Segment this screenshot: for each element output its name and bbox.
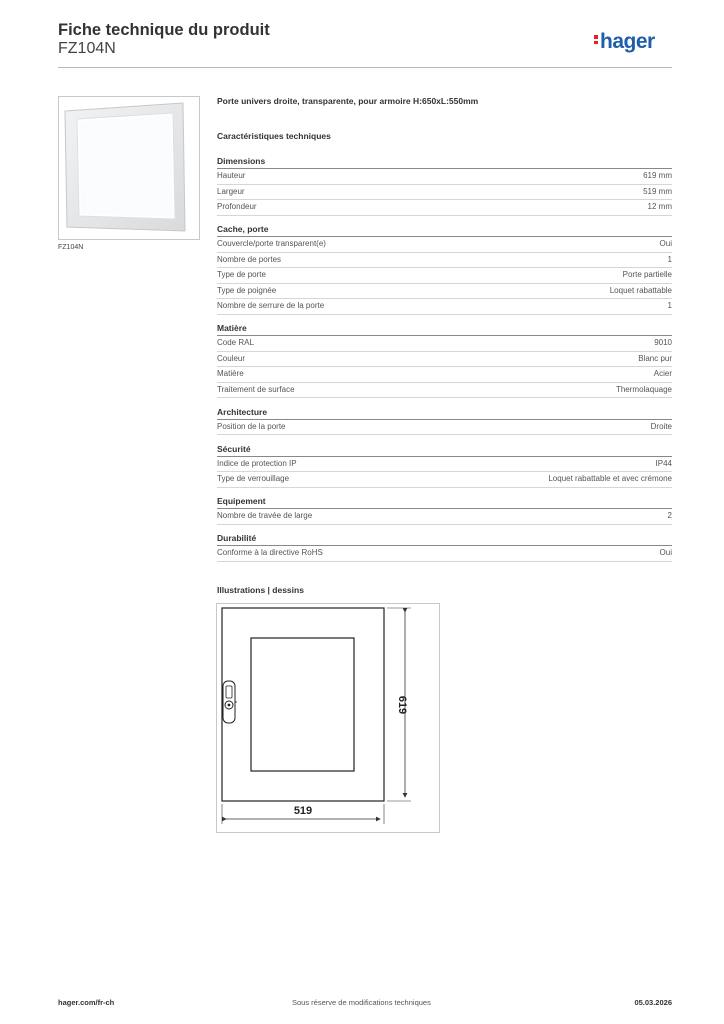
spec-row xyxy=(217,457,672,473)
hager-logo xyxy=(594,30,655,54)
logo-text: hager xyxy=(600,30,655,53)
spec-value: 12 mm xyxy=(647,202,672,211)
spec-row xyxy=(217,268,672,284)
product-reference: FZ104N xyxy=(58,40,116,57)
footer-date: 05.03.2026 xyxy=(634,998,672,1007)
section-title: Architecture xyxy=(217,407,672,420)
footer-note: Sous réserve de modifications techniques xyxy=(292,998,431,1007)
spec-value: Thermolaquage xyxy=(615,384,672,394)
spec-label: Type de verrouillage xyxy=(217,474,290,483)
spec-label: Hauteur xyxy=(217,171,246,180)
spec-label: Nombre de travée de large xyxy=(217,511,313,520)
spec-row xyxy=(217,336,672,352)
spec-row xyxy=(217,299,672,315)
spec-row xyxy=(217,200,672,216)
spec-label: Profondeur xyxy=(217,202,257,211)
section-title: Cache, porte xyxy=(217,224,672,237)
height-dimension-label: 619 xyxy=(396,695,408,715)
footer-website-link[interactable]: hager.com/fr-ch xyxy=(58,998,115,1007)
spec-value: 619 mm xyxy=(643,171,672,180)
spec-value: 9010 xyxy=(654,338,672,347)
spec-value: Porte partielle xyxy=(622,270,672,279)
door-dimension-drawing xyxy=(217,604,439,832)
spec-value: Loquet rabattable xyxy=(609,285,672,295)
section-title: Matière xyxy=(217,323,672,336)
spec-value: Oui xyxy=(659,239,672,248)
spec-label: Largeur xyxy=(217,186,245,196)
spec-value: Droite xyxy=(650,421,672,431)
spec-section xyxy=(217,496,672,525)
handle-icon xyxy=(223,681,237,723)
spec-row xyxy=(217,237,672,253)
spec-row xyxy=(217,185,672,201)
spec-label: Conforme à la directive RoHS xyxy=(217,548,323,557)
technical-drawing xyxy=(216,603,440,833)
header-divider xyxy=(58,67,672,68)
illustrations-heading: Illustrations | dessins xyxy=(217,585,304,595)
spec-section xyxy=(217,156,672,216)
product-image xyxy=(58,96,200,240)
section-title: Sécurité xyxy=(217,444,672,457)
spec-row xyxy=(217,169,672,185)
spec-row xyxy=(217,472,672,488)
spec-section xyxy=(217,323,672,398)
tech-heading: Caractéristiques techniques xyxy=(217,131,331,141)
spec-section xyxy=(217,533,672,562)
spec-value: 1 xyxy=(667,301,672,310)
spec-value: 1 xyxy=(667,254,672,264)
spec-label: Nombre de serrure de la porte xyxy=(217,301,325,310)
page-title: Fiche technique du produit xyxy=(58,21,270,39)
spec-label: Nombre de portes xyxy=(217,254,282,264)
spec-label: Code RAL xyxy=(217,338,254,347)
spec-label: Matière xyxy=(217,369,244,378)
spec-value: IP44 xyxy=(655,458,672,468)
spec-section xyxy=(217,444,672,488)
spec-value: Oui xyxy=(659,548,672,557)
spec-value: Loquet rabattable et avec crémone xyxy=(548,474,672,483)
spec-section xyxy=(217,224,672,315)
spec-value: Blanc pur xyxy=(638,353,672,363)
spec-value: 519 mm xyxy=(643,186,672,196)
spec-row xyxy=(217,509,672,525)
spec-sections xyxy=(217,156,672,570)
spec-row xyxy=(217,420,672,436)
spec-label: Type de porte xyxy=(217,270,266,279)
spec-label: Indice de protection IP xyxy=(217,458,297,468)
spec-value: 2 xyxy=(667,511,672,520)
spec-row xyxy=(217,284,672,300)
product-description: Porte univers droite, transparente, pour armoire H:650xL:550mm xyxy=(217,96,479,106)
spec-label: Type de poignée xyxy=(217,285,277,295)
spec-label: Couleur xyxy=(217,353,246,363)
spec-label: Couvercle/porte transparent(e) xyxy=(217,239,326,248)
section-title: Equipement xyxy=(217,496,672,509)
spec-value: Acier xyxy=(653,369,672,378)
image-caption: FZ104N xyxy=(58,244,84,251)
logo-dots-icon xyxy=(594,33,598,46)
spec-row xyxy=(217,352,672,368)
spec-section xyxy=(217,407,672,436)
spec-row xyxy=(217,367,672,383)
section-title: Dimensions xyxy=(217,156,672,169)
door-thumbnail-icon xyxy=(59,97,199,239)
section-title: Durabilité xyxy=(217,533,672,546)
spec-row xyxy=(217,253,672,269)
spec-row xyxy=(217,546,672,562)
spec-row xyxy=(217,383,672,399)
spec-label: Position de la porte xyxy=(217,421,286,431)
width-dimension-label: 519 xyxy=(293,805,313,817)
spec-label: Traitement de surface xyxy=(217,384,295,394)
